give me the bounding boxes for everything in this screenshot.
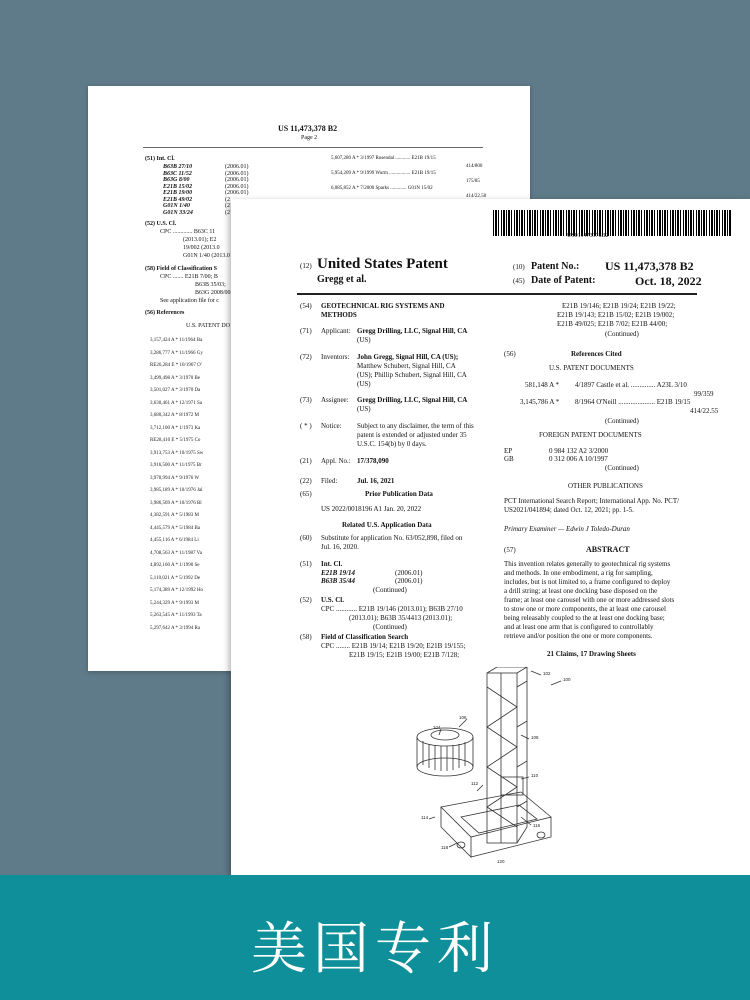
- back-int-cl-code: E21B 19/00: [163, 190, 193, 196]
- back-field-line: B63B 35/03;: [195, 282, 226, 288]
- back-left-ref: RE28,410 E * 5/1975 Co: [150, 438, 201, 443]
- back-us-cl-line: 19/002 (2013.0: [183, 245, 220, 251]
- us-cl-line-2: (2013.01); B63B 35/4413 (2013.01);: [349, 614, 453, 622]
- fig-label-102: 102: [543, 671, 551, 676]
- field-label: Field of Classification Search: [321, 633, 409, 641]
- ref-1-class: 99/359: [694, 390, 714, 398]
- barcode: [493, 210, 731, 236]
- back-us-cl-line: G01N 1/40 (2013.0: [183, 253, 230, 259]
- code-45: (45): [513, 277, 525, 285]
- int-cl-1: E21B 19/14: [321, 569, 356, 577]
- abstract-heading: ABSTRACT: [586, 545, 630, 554]
- field-line: patent is extended or adjusted under 35: [357, 431, 467, 439]
- back-top-ref: 5,954,209 A * 9/1999 Wurm ................. E21B 19/15: [331, 171, 436, 176]
- field-line-2: E21B 19/15; E21B 19/00; E21B 7/128;: [349, 651, 460, 659]
- field-code: (54): [300, 302, 312, 310]
- back-int-cl-code: G01N 33/24: [163, 209, 193, 216]
- field-code: (58): [300, 633, 312, 641]
- claims-count: 21 Claims, 17 Drawing Sheets: [547, 650, 636, 658]
- field-line: 17/378,090: [357, 457, 389, 465]
- back-left-ref: 5,110,021 A * 5/1992 De: [150, 575, 201, 581]
- field-line: (US): [357, 405, 371, 413]
- us-cl-line-1: CPC ............ E21B 19/146 (2013.01); B63B 27/10: [321, 605, 463, 613]
- back-int-cl-date: (2: [225, 203, 230, 209]
- back-left-ref: RE26,284 E * 10/1967 O': [150, 363, 202, 368]
- code-12: (12): [300, 262, 312, 270]
- ref-2-class: 414/22.55: [690, 407, 719, 415]
- fig-label-112: 112: [471, 781, 479, 786]
- back-left-ref: 4,455,116 A * 6/1984 Li: [150, 538, 199, 543]
- rig-tower-outline: [487, 673, 517, 843]
- back-us-cl-line: CPC ............. B63C 11: [160, 229, 216, 235]
- back-top-ref: 414/22.58: [466, 193, 487, 199]
- foreign-continued: (Continued): [605, 464, 639, 472]
- back-top-ref: 414/800: [466, 163, 483, 169]
- int-cl-code: (51): [300, 560, 312, 568]
- us-cl-code: (52): [300, 596, 312, 604]
- abstract-code: (57): [504, 546, 516, 554]
- field-line: GEOTECHNICAL RIG SYSTEMS AND: [321, 302, 445, 310]
- abstract-line: includes, but is not limited to, a frame configured to deploy: [504, 578, 671, 586]
- back-int-cl-date: (2: [225, 196, 230, 203]
- field-code: ( * ): [300, 422, 312, 430]
- fig-label-118: 118: [441, 845, 449, 850]
- field-label: Inventors:: [321, 353, 350, 361]
- back-left-ref: 3,712,100 A * 1/1973 Ka: [150, 425, 201, 431]
- field-line: Subject to any disclaimer, the term of this: [357, 422, 474, 430]
- related-line-2: Jul. 16, 2020.: [321, 543, 359, 551]
- right-cont-1: E21B 19/146; E21B 19/24; E21B 19/22;: [562, 302, 676, 310]
- field-line: U.S.C. 154(b) by 0 days.: [357, 440, 427, 448]
- back-int-cl-date: (2006.01): [225, 177, 249, 183]
- back-left-ref: 3,985,189 A * 10/1976 Jal: [150, 488, 203, 493]
- field-line: (US); Phillip Schubert, Signal Hill, CA: [357, 371, 467, 379]
- abstract-line: a drill string; at least one docking base disposed on the: [504, 587, 658, 595]
- abstract-line: and methods. In one embodiment, a rig for sampling,: [504, 569, 653, 577]
- back-left-ref: 3,501,027 A * 3/1970 Da: [150, 388, 201, 393]
- inventors-short: Gregg et al.: [317, 274, 367, 285]
- back-left-ref: 3,286,777 A * 11/1966 Gy: [150, 350, 203, 356]
- related-heading: Related U.S. Application Data: [342, 521, 432, 529]
- foreign-1-doc: 0 984 132 A2 3/2000: [549, 447, 609, 455]
- other-pubs-heading: OTHER PUBLICATIONS: [568, 482, 643, 490]
- int-cl-label: Int. Cl.: [321, 560, 343, 568]
- back-left-ref: 3,499,498 A * 3/1970 Be: [150, 375, 201, 381]
- back-top-ref: 6,085,852 A * 7/2000 Sparks ............. G01N 15/02: [331, 186, 433, 191]
- field-line: (US): [357, 336, 371, 344]
- field-line: Jul. 16, 2021: [357, 477, 395, 485]
- related-line-1: Substitute for application No. 63/052,898, filed on: [321, 534, 463, 542]
- back-int-cl-date: (2: [225, 209, 230, 216]
- back-header-rule: [143, 147, 483, 148]
- back-left-ref: 4,892,160 A * 1/1990 Se: [150, 563, 200, 568]
- back-int-cl-date: (2006.01): [225, 190, 249, 196]
- back-left-ref: 5,297,642 A * 3/1994 Ra: [150, 625, 201, 631]
- abstract-line: This invention relates generally to geotechnical rig systems: [504, 560, 671, 568]
- field-code: (21): [300, 457, 312, 465]
- us-cl-continued: (Continued): [373, 623, 407, 631]
- back-int-cl-date: (2006.01): [225, 164, 249, 170]
- back-page-number: Page 2: [301, 135, 318, 141]
- foreign-2-country: GB: [504, 455, 514, 463]
- back-us-docs-label: U.S. PATENT DO: [186, 323, 231, 329]
- back-references-label: (56) References: [145, 310, 185, 316]
- abstract-line: and at least one arm that is configured to controllably: [504, 623, 654, 631]
- back-left-ref: 3,630,461 A * 12/1971 Sa: [150, 400, 202, 406]
- foreign-1-country: EP: [504, 447, 513, 455]
- related-code: (60): [300, 534, 312, 542]
- back-left-ref: 3,157,424 A * 11/1964 Ba: [150, 338, 203, 343]
- back-left-ref: 3,913,753 A * 10/1975 Sw: [150, 450, 204, 456]
- field-label: Filed:: [321, 477, 338, 485]
- refs-heading: References Cited: [571, 350, 622, 358]
- int-cl-2: B63B 35/44: [321, 577, 356, 585]
- back-int-cl-code: E21B 49/02: [163, 196, 193, 203]
- field-code: (72): [300, 353, 312, 361]
- back-int-cl-code: B63C 11/52: [163, 170, 192, 177]
- int-cl-2-date: (2006.01): [395, 577, 423, 585]
- field-code: (71): [300, 327, 312, 335]
- back-field-line: CPC ....... E21B 7/00; B: [160, 274, 218, 280]
- code-10: (10): [513, 263, 525, 271]
- banner-title: 美国专利: [251, 917, 499, 982]
- back-left-ref: 3,986,569 A * 10/1976 Bl: [150, 500, 202, 506]
- right-cont-3: E21B 49/025; E21B 7/02; E21B 44/00;: [557, 320, 668, 328]
- back-left-ref: 5,174,389 A * 12/1992 Ho: [150, 588, 204, 593]
- back-us-cl-line: (2013.01); E2: [183, 237, 217, 243]
- abstract-line: frame; at least one carousel with one or more addressed slots: [504, 596, 675, 604]
- right-cont-2: E21B 19/143; E21B 15/02; E21B 19/002;: [557, 311, 675, 319]
- refs-continued: (Continued): [605, 417, 639, 425]
- back-int-cl-code: G01N 1/40: [163, 203, 190, 209]
- fig-label-116: 116: [533, 823, 541, 828]
- back-left-ref: 3,978,994 A * 9/1976 W: [150, 475, 200, 481]
- right-continued: (Continued): [605, 330, 639, 338]
- ref-1-no: 581,148 A *: [525, 381, 560, 389]
- back-us-cl-label: (52) U.S. Cl.: [145, 221, 177, 227]
- refs-code: (56): [504, 350, 516, 358]
- back-top-ref: 5,607,280 A * 3/1997 Rosendal ............ E21B 19/15: [331, 156, 436, 161]
- field-label: Applicant:: [321, 327, 351, 335]
- back-int-cl-date: (2006.01): [225, 170, 249, 177]
- foreign-2-doc: 0 312 006 A 10/1997: [549, 455, 608, 463]
- back-left-ref: 4,445,579 A * 5/1984 Ba: [150, 525, 201, 531]
- back-int-cl-code: E21B 15/02: [163, 183, 193, 190]
- prior-pub-code: (65): [300, 490, 312, 498]
- abstract-line: retrieve and/or position the one or more components.: [504, 632, 653, 640]
- field-line-1: CPC ........ E21B 19/14; E21B 19/20; E21B 19/155;: [321, 642, 466, 650]
- date-label: Date of Patent:: [531, 275, 596, 286]
- back-left-ref: 4,382,591 A * 5/1983 M: [150, 513, 199, 518]
- back-int-cl-code: B63G 8/00: [163, 177, 190, 183]
- back-field-line: See application file for c: [160, 298, 219, 304]
- back-field-label: (58) Field of Classification S: [145, 266, 217, 272]
- int-cl-continued: (Continued): [373, 586, 407, 594]
- bottom-banner: [0, 875, 750, 1000]
- front-patent-page: [231, 199, 750, 875]
- ref-2-info: 8/1964 O'Neill ..................... E21B 19/15: [575, 398, 691, 406]
- back-int-cl-date: (2006.01): [225, 183, 249, 190]
- header-rule: [297, 293, 697, 295]
- field-line: Matthew Schubert, Signal Hill, CA: [357, 362, 456, 370]
- fig-label-104: 104: [433, 725, 441, 730]
- date-value: Oct. 18, 2022: [635, 274, 702, 288]
- fig-label-106: 106: [459, 715, 467, 720]
- int-cl-1-date: (2006.01): [395, 569, 423, 577]
- foreign-heading: FOREIGN PATENT DOCUMENTS: [539, 431, 642, 439]
- abstract-line: being releasably coupled to the at least one docking base;: [504, 614, 665, 622]
- abstract-line: to stow one or more components, the at least one carousel: [504, 605, 666, 613]
- rig-drawing: [401, 667, 631, 872]
- back-int-cl-label: (51) Int. Cl.: [145, 156, 175, 162]
- patent-no-label: Patent No.:: [531, 261, 580, 272]
- field-line: Gregg Drilling, LLC, Signal Hill, CA: [357, 396, 468, 404]
- fig-label-114: 114: [421, 815, 429, 820]
- prior-pub-heading: Prior Publication Data: [365, 490, 433, 498]
- field-line: (US): [357, 380, 371, 388]
- refs-us-docs: U.S. PATENT DOCUMENTS: [549, 364, 634, 372]
- field-code: (22): [300, 477, 312, 485]
- field-label: Assignee:: [321, 396, 349, 404]
- back-left-ref: 4,708,563 A * 11/1987 Va: [150, 550, 202, 556]
- back-left-ref: 3,680,342 A * 8/1972 M: [150, 413, 199, 418]
- barcode-text: US011473378B2: [567, 233, 609, 239]
- field-line: John Gregg, Signal Hill, CA (US);: [357, 353, 459, 361]
- other-pub-line-2: US2021/041894; dated Oct. 12, 2021; pp. 1-5.: [504, 506, 634, 514]
- back-patent-number: US 11,473,378 B2: [278, 124, 338, 133]
- field-label: Notice:: [321, 422, 342, 430]
- field-code: (73): [300, 396, 312, 404]
- back-left-ref: 3,916,500 A * 11/1975 Br: [150, 463, 202, 468]
- field-label: Appl. No.:: [321, 457, 351, 465]
- back-left-ref: 5,263,545 A * 11/1993 Ta: [150, 613, 202, 618]
- fig-label-100: 100: [563, 677, 571, 682]
- patent-title: United States Patent: [317, 256, 448, 272]
- back-top-ref: 175/85: [466, 178, 480, 184]
- other-pub-line-1: PCT International Search Report; International App. No. PCT/: [504, 497, 680, 505]
- ref-2-no: 3,145,786 A *: [520, 398, 560, 406]
- patent-no-value: US 11,473,378 B2: [605, 259, 694, 273]
- fig-label-120: 120: [497, 859, 505, 864]
- prior-pub-line: US 2022/0018196 A1 Jan. 20, 2022: [321, 505, 422, 513]
- fig-label-108: 108: [531, 735, 539, 740]
- field-line: Gregg Drilling, LLC, Signal Hill, CA: [357, 327, 468, 335]
- ref-1-info: 4/1897 Castle et al. .............. A23L 3/10: [575, 381, 687, 389]
- fig-label-110: 110: [531, 773, 539, 778]
- back-field-line: B63G 2008/00: [195, 290, 231, 296]
- us-cl-label: U.S. Cl.: [321, 596, 344, 604]
- back-left-ref: 5,244,329 A * 9/1993 M: [150, 600, 199, 606]
- field-line: METHODS: [321, 311, 357, 319]
- back-int-cl-code: B63B 27/10: [163, 164, 193, 170]
- examiner: Primary Examiner — Edwin J Toledo-Duran: [504, 525, 630, 533]
